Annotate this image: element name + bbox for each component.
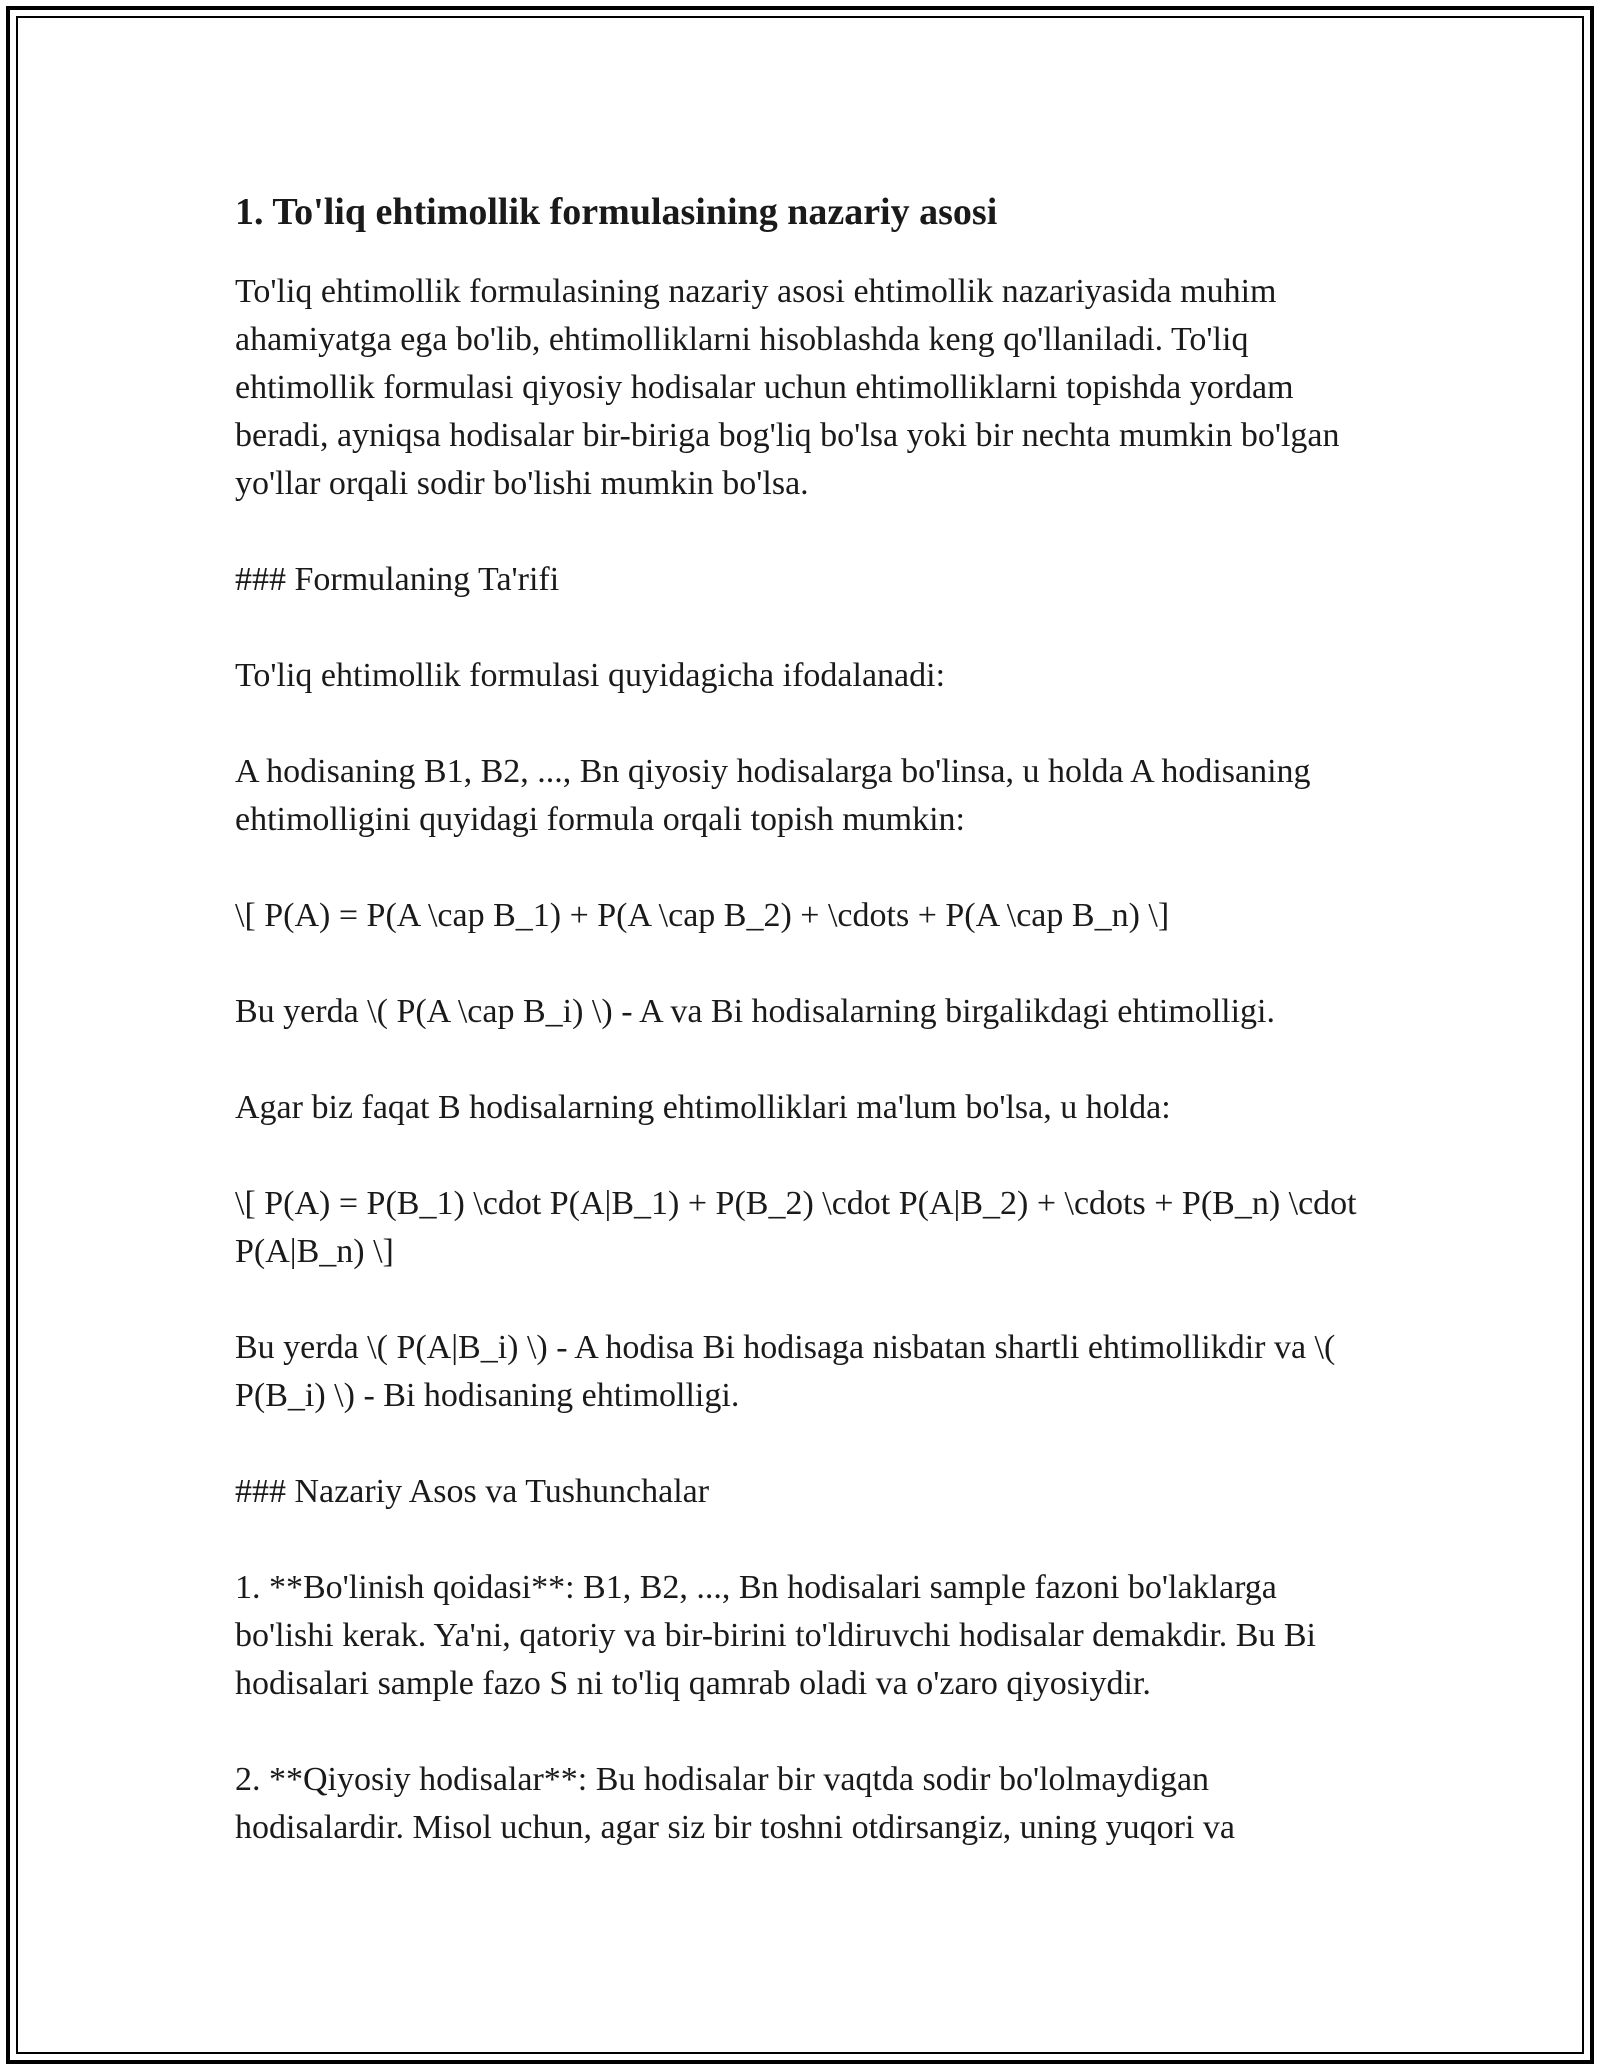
subheading-theory: ### Nazariy Asos va Tushunchalar — [235, 1473, 710, 1510]
list-item-exclusive-events: 2. **Qiyosiy hodisalar**: Bu hodisalar bir vaqtda sodir bo'lolmaydigan hodisalardir. Misol uchun, agar siz bir toshni otdirsangiz, uning yuqori va — [235, 1761, 1236, 1846]
section-title: 1. To'liq ehtimollik formulasining nazariy asosi — [235, 191, 998, 233]
formula-intersection: \[ P(A) = P(A \cap B_1) + P(A \cap B_2) + \cdots + P(A \cap B_n) \] — [235, 897, 1170, 934]
document-body — [235, 186, 1370, 1900]
definition-paragraph: To'liq ehtimollik formulasi quyidagicha ifodalanadi: — [235, 657, 946, 694]
conditional-intro-paragraph: Agar biz faqat B hodisalarning ehtimolliklari ma'lum bo'lsa, u holda: — [235, 1089, 1171, 1126]
formula-conditional-note: Bu yerda \( P(A|B_i) \) - A hodisa Bi hodisaga nisbatan shartli ehtimollikdir va \( P(B_i) \) - Bi hodisaning ehtimolligi. — [235, 1329, 1336, 1414]
intro-paragraph: To'liq ehtimollik formulasining nazariy asosi ehtimollik nazariyasida muhim ahamiyatga ega bo'lib, ehtimolliklarni hisoblashda keng qo'llaniladi. To'liq ehtimollik formulasi qiyosiy hodisalar uchun ehtimolliklarni topishda yordam beradi, ayniqsa hodisalar bir-biriga bog'liq bo'lsa yoki bir nechta mumkin bo'lgan yo'llar orqali sodir bo'lishi mumkin bo'lsa. — [235, 273, 1340, 502]
partition-paragraph: A hodisaning B1, B2, ..., Bn qiyosiy hodisalarga bo'linsa, u holda A hodisaning ehtimolligini quyidagi formula orqali topish mumkin: — [235, 753, 1311, 838]
formula-conditional: \[ P(A) = P(B_1) \cdot P(A|B_1) + P(B_2) \cdot P(A|B_2) + \cdots + P(B_n) \cdot P(A|B_n) \] — [235, 1185, 1357, 1270]
formula-intersection-note: Bu yerda \( P(A \cap B_i) \) - A va Bi hodisalarning birgalikdagi ehtimolligi. — [235, 993, 1276, 1030]
list-item-partition-rule: 1. **Bo'linish qoidasi**: B1, B2, ..., Bn hodisalari sample fazoni bo'laklarga bo'lishi kerak. Ya'ni, qatoriy va bir-birini to'ldiruvchi hodisalar demakdir. Bu Bi hodisalari sample fazo S ni to'liq qamrab oladi va o'zaro qiyosiydir. — [235, 1569, 1316, 1702]
subheading-definition: ### Formulaning Ta'rifi — [235, 561, 560, 598]
